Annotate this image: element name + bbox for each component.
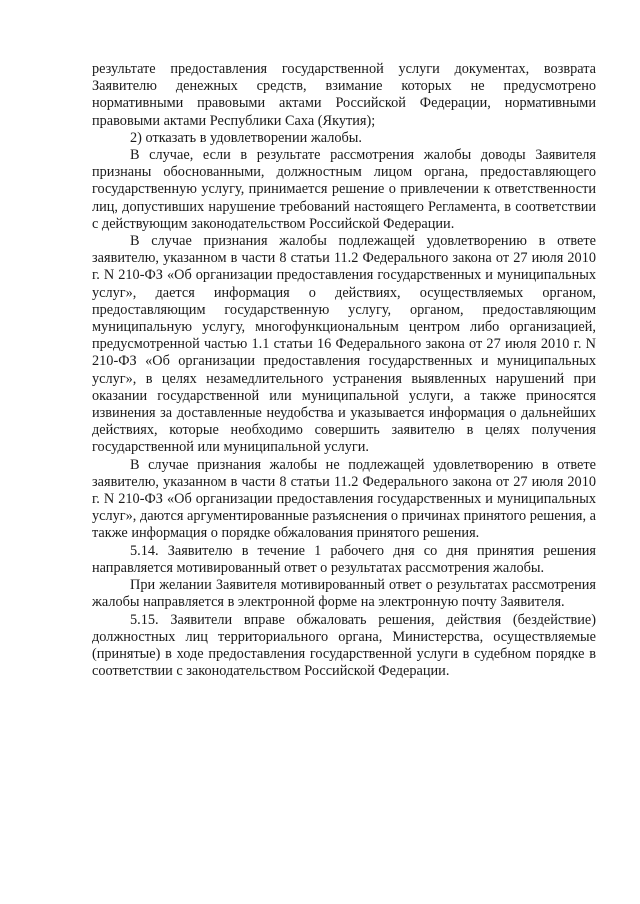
paragraph-electronic-answer: При желании Заявителя мотивированный ответ о результатах рассмотрения жалобы направляется в электронной форме на электронную почту Заявителя. <box>92 577 596 611</box>
paragraph-5-14: 5.14. Заявителю в течение 1 рабочего дня со дня принятия решения направляется мотивированный ответ о результатах рассмотрения жалобы. <box>92 542 596 576</box>
paragraph-refund-continuation: результате предоставления государственной услуги документах, возврата Заявителю денежных средств, взимание которых не предусмотрено нормативными правовыми актами Российской Федерации, нормативными правовыми актами Республики Саха (Якутия); <box>92 61 596 129</box>
paragraph-complaint-justified: В случае, если в результате рассмотрения жалобы доводы Заявителя признаны обоснованными, должностным лицом органа, предоставляющего государственную услугу, принимается решение о привлечении к ответственности лиц, допустивших нарушение требований настоящего Регламента, в соответствии с действующим законодательством Российской Федерации. <box>92 147 596 232</box>
paragraph-5-15: 5.15. Заявители вправе обжаловать решения, действия (бездействие) должностных лиц территориального органа, Министерства, осуществляемые (принятые) в ходе предоставления государственной услуги в судебном порядке в соответствии с законодательством Российской Федерации. <box>92 611 596 680</box>
document-page <box>92 61 596 680</box>
paragraph-refuse-complaint: 2) отказать в удовлетворении жалобы. <box>130 129 362 146</box>
paragraph-complaint-not-satisfied: В случае признания жалобы не подлежащей удовлетворению в ответе заявителю, указанном в части 8 статьи 11.2 Федерального закона от 27 июля 2010 г. N 210-ФЗ «Об организации предоставления государственных и муниципальных услуг», даются аргументированные разъяснения о причинах принятого решения, а также информация о порядке обжалования принятого решения. <box>92 456 596 542</box>
paragraph-complaint-satisfied: В случае признания жалобы подлежащей удовлетворению в ответе заявителю, указанном в части 8 статьи 11.2 Федерального закона от 27 июля 2010 г. N 210-ФЗ «Об организации предоставления государственных и муниципальных услуг», дается информация о действиях, осуществляемых органом, предоставляющим государственную услугу, органом, предоставляющим муниципальную услугу, многофункциональным центром либо организацией, предусмотренной частью 1.1 статьи 16 Федерального закона от 27 июля 2010 г. N 210-ФЗ «Об организации предоставления государственных и муниципальных услуг», в целях незамедлительного устранения выявленных нарушений при оказании государственной или муниципальной услуги, а также приносятся извинения за доставленные неудобства и указывается информация о дальнейших действиях, которые необходимо совершить заявителю в целях получения государственной или муниципальной услуги. <box>92 233 596 456</box>
